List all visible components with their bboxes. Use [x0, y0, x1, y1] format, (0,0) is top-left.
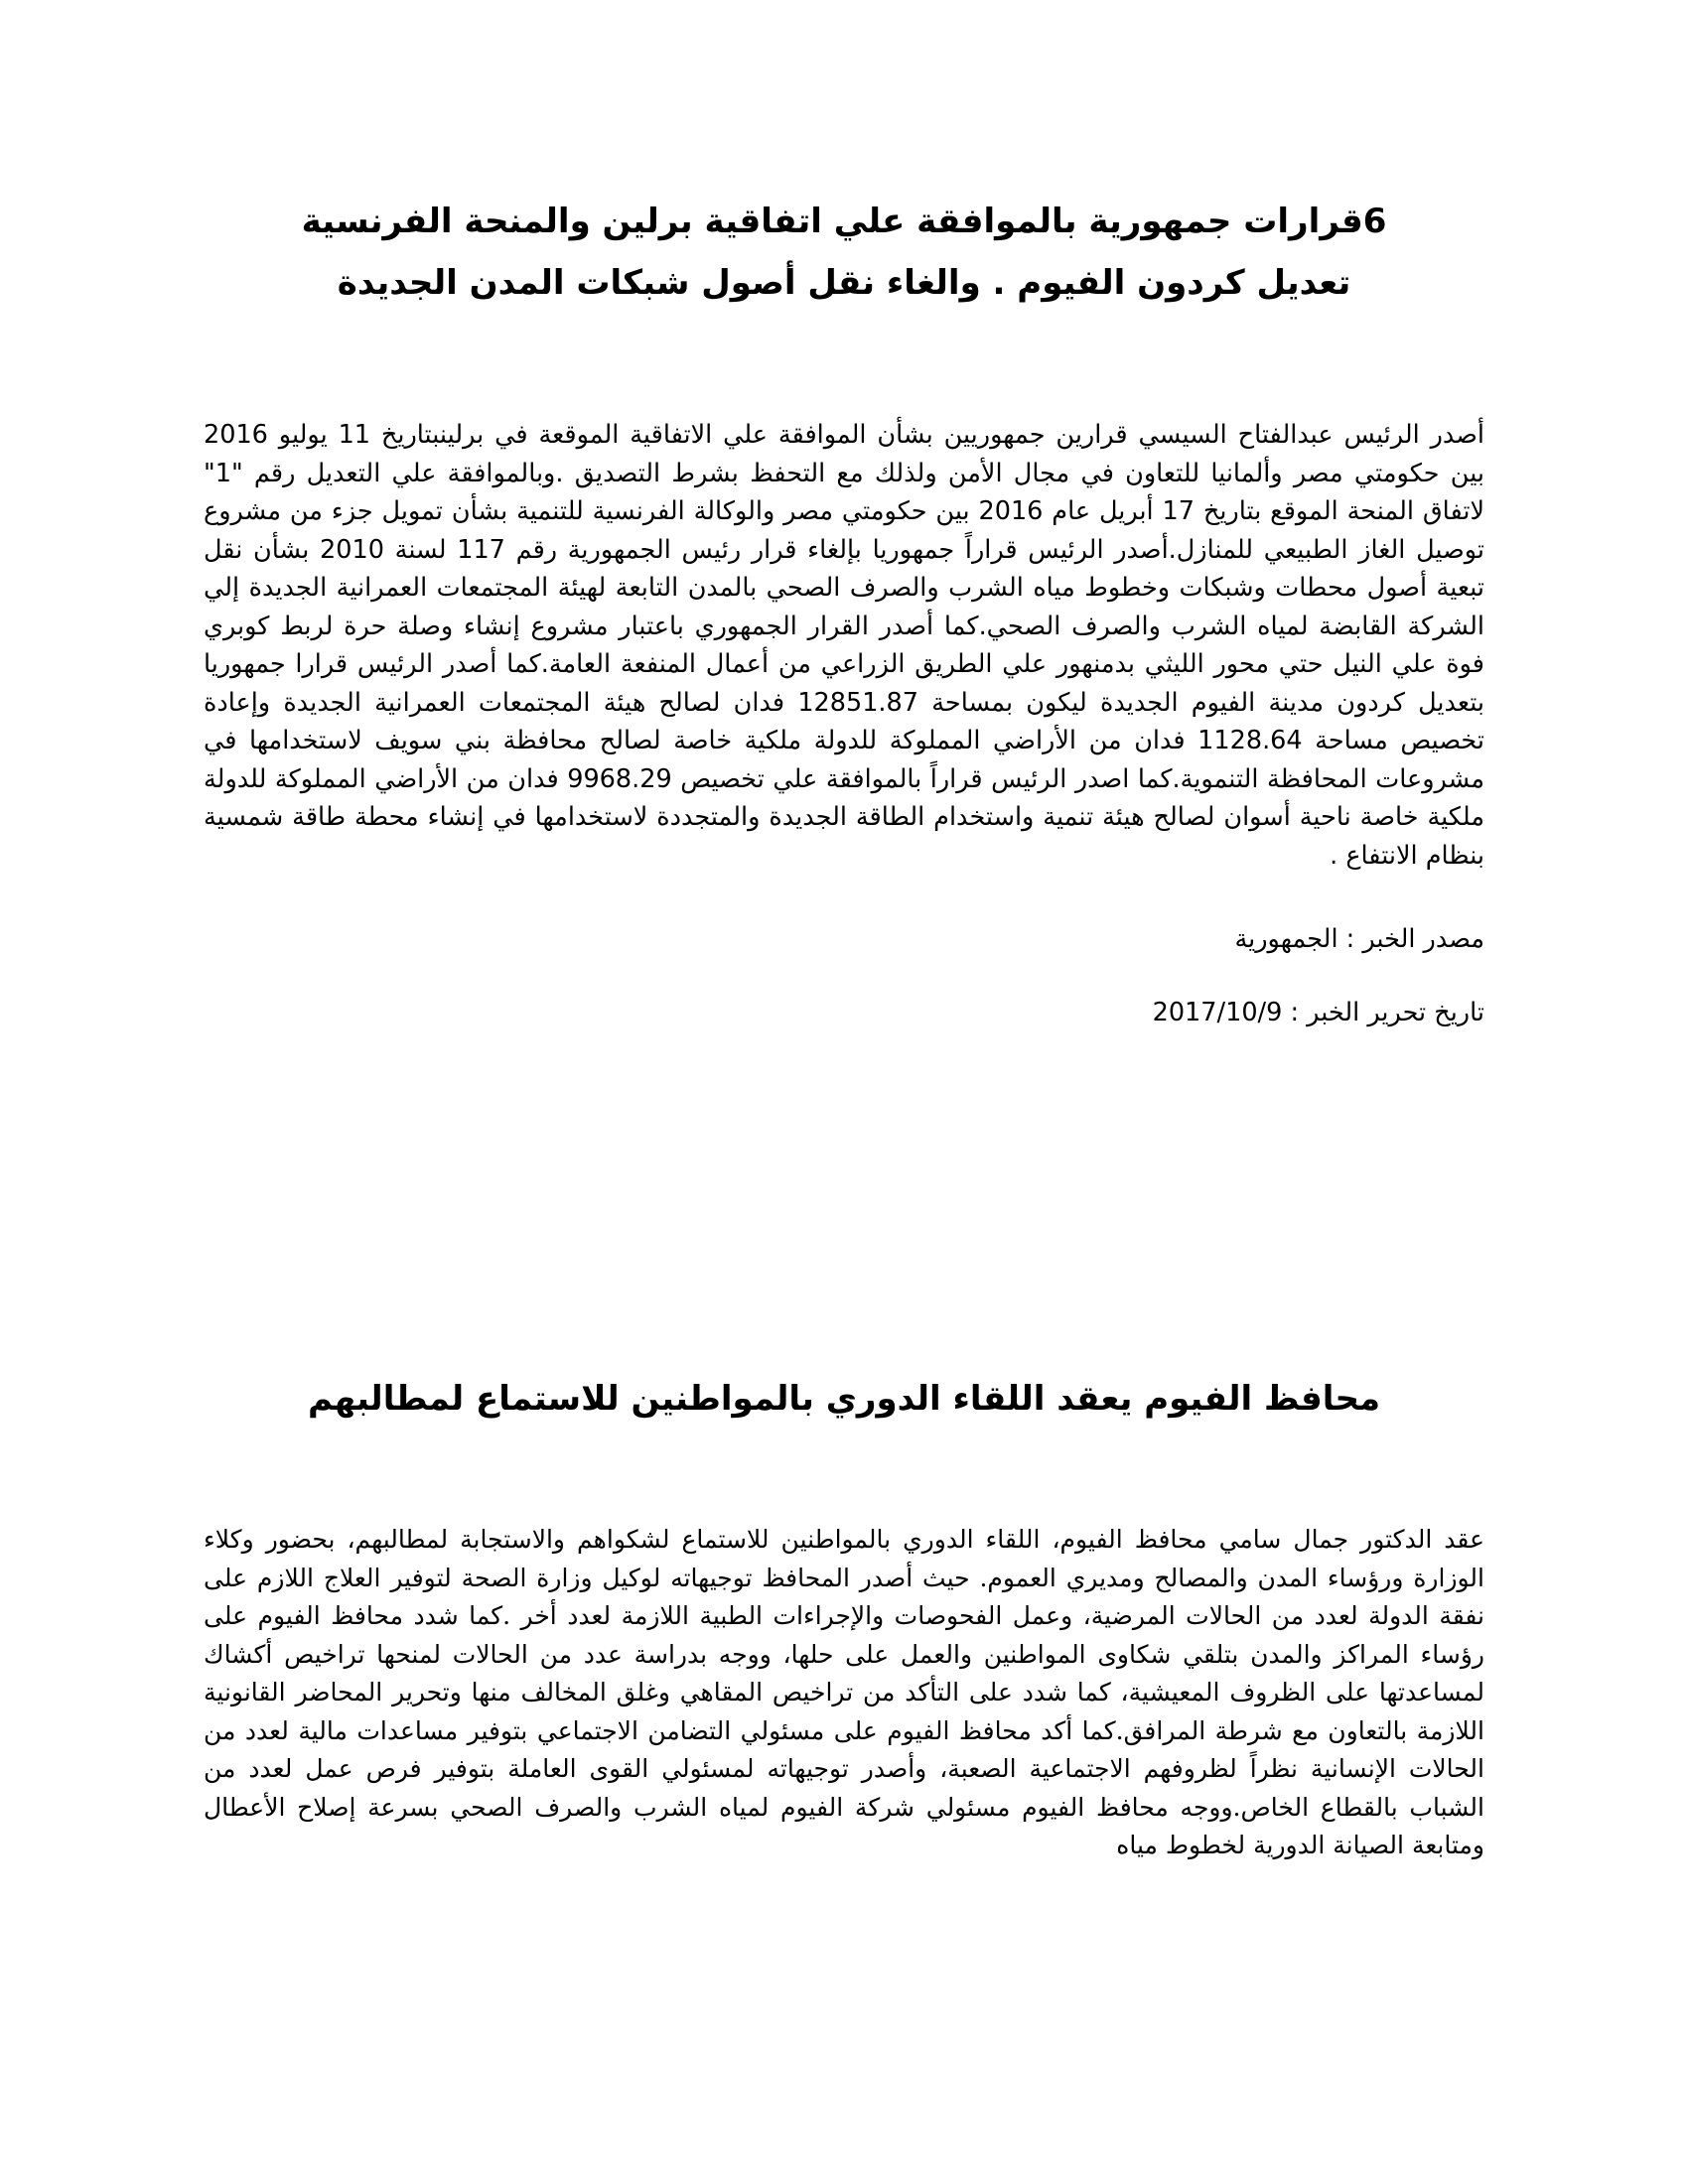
article-fayoum-governor: [204, 1368, 1484, 1865]
news-date: تاريخ تحرير الخبر : 2017/10/9: [1152, 998, 1484, 1027]
article-title-line-2: تعديل كردون الفيوم . والغاء نقل أصول شبكات المدن الجديدة: [337, 263, 1351, 303]
article-title-line-1: 6قرارات جمهورية بالموافقة علي اتفاقية برلين والمنحة الفرنسية: [301, 202, 1387, 241]
article-cabinet-decrees: [204, 191, 1484, 1031]
article-body: أصدر الرئيس عبدالفتاح السيسي قرارين جمهوريين بشأن الموافقة علي الاتفاقية الموقعة في برلينبتاريخ 11 يوليو 2016 بين حكومتي مصر وألمانيا للتعاون في مجال الأمن ولذلك مع التحفظ بشرط التصديق .وبالموافقة علي التعديل رقم "1" لاتفاق المنحة الموقع بتاريخ 17 أبريل عام 2016 بين حكومتي مصر والوكالة الفرنسية للتنمية بشأن تمويل جزء من مشروع توصيل الغاز الطبيعي للمنازل.أصدر الرئيس قراراً جمهوريا بإلغاء قرار رئيس الجمهورية رقم 117 لسنة 2010 بشأن نقل تبعية أصول محطات وشبكات وخطوط مياه الشرب والصرف الصحي بالمدن التابعة لهيئة المجتمعات العمرانية الجديدة إلي الشركة القابضة لمياه الشرب والصرف الصحي.كما أصدر القرار الجمهوري باعتبار مشروع إنشاء وصلة حرة لربط كوبري فوة علي النيل حتي محور الليثي بدمنهور علي الطريق الزراعي من أعمال المنفعة العامة.كما أصدر الرئيس قرارا جمهوريا بتعديل كردون مدينة الفيوم الجديدة ليكون بمساحة 12851.87 فدان لصالح هيئة المجتمعات العمرانية الجديدة وإعادة تخصيص مساحة 1128.64 فدان من الأراضي المملوكة للدولة ملكية خاصة لصالح محافظة بني سويف لاستخدامها في مشروعات المحافظة التنموية.كما اصدر الرئيس قراراً بالموافقة علي تخصيص 9968.29 فدان من الأراضي المملوكة للدولة ملكية خاصة ناحية أسوان لصالح هيئة تنمية واستخدام الطاقة الجديدة والمتجددة لاستخدامها في إنشاء محطة طاقة شمسية بنظام الانتفاع .: [204, 420, 1485, 871]
article-title: محافظ الفيوم يعقد اللقاء الدوري بالمواطنين للاستماع لمطالبهم: [307, 1379, 1381, 1419]
article-title: [204, 191, 1484, 314]
news-source: مصدر الخبر : الجمهورية: [1234, 924, 1484, 954]
article-body: عقد الدكتور جمال سامي محافظ الفيوم، اللقاء الدوري بالمواطنين للاستماع لشكواهم والاستجابة لمطالبهم، بحضور وكلاء الوزارة ورؤساء المدن والمصالح ومديري العموم. حيث أصدر المحافظ توجيهاته لوكيل وزارة الصحة لتوفير العلاج اللازم على نفقة الدولة لعدد من الحالات المرضية، وعمل الفحوصات والإجراءات الطبية اللازمة لعدد أخر .كما شدد محافظ الفيوم على رؤساء المراكز والمدن بتلقي شكاوى المواطنين والعمل على حلها، ووجه بدراسة عدد من الحالات لمنحها تراخيص أكشاك لمساعدتها على الظروف المعيشية، كما شدد على التأكد من تراخيص المقاهي وغلق المخالف منها وتحرير المحاضر القانونية اللازمة بالتعاون مع شرطة المرافق.كما أكد محافظ الفيوم على مسئولي التضامن الاجتماعي بتوفير مساعدات مالية لعدد من الحالات الإنسانية نظراً لظروفهم الاجتماعية الصعبة، وأصدر توجيهاته لمسئولي القوى العاملة بتوفير فرص عمل لعدد من الشباب بالقطاع الخاص.ووجه محافظ الفيوم مسئولي شركة الفيوم لمياه الشرب والصرف الصحي بسرعة إصلاح الأعطال ومتابعة الصيانة الدورية لخطوط مياه: [204, 1525, 1484, 1859]
